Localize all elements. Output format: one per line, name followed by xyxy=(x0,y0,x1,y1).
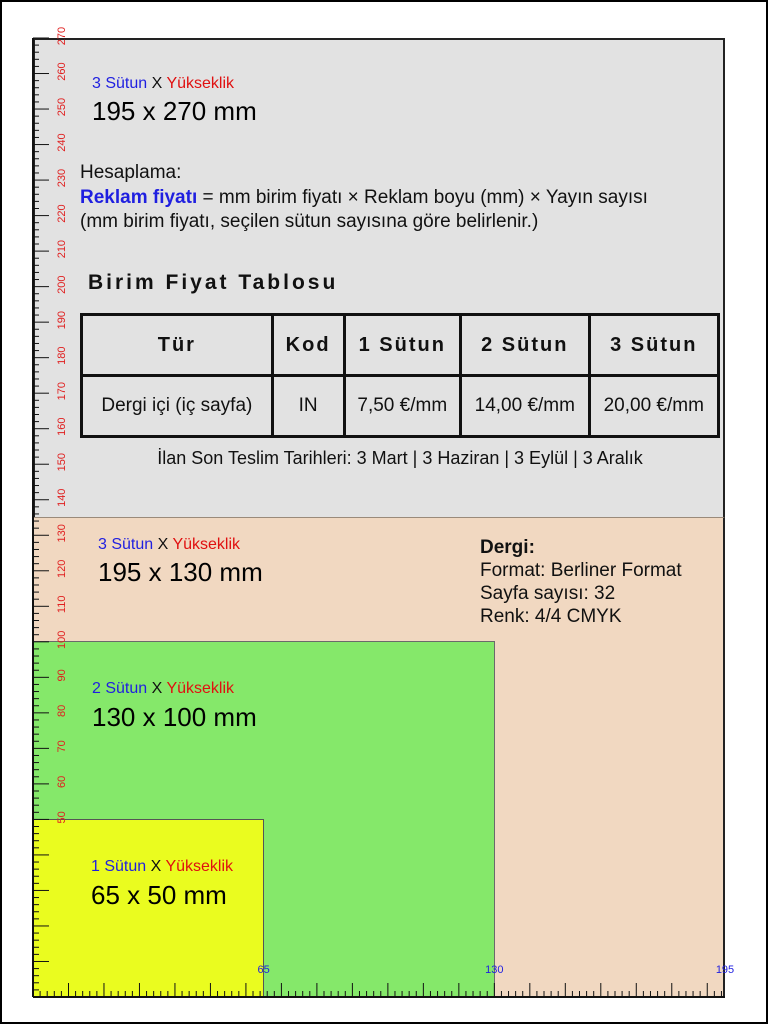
table-header: 1 Sütun xyxy=(344,315,461,376)
calc-formula-text: = mm birim fiyatı × Reklam boyu (mm) × Yayın sayısı xyxy=(197,187,648,208)
horizontal-tick-label: 195 xyxy=(715,964,735,976)
vertical-tick-label: 210 xyxy=(56,239,68,259)
horizontal-tick-label: 65 xyxy=(257,964,270,976)
magazine-color: Renk: 4/4 CMYK xyxy=(480,606,622,627)
times-sign: X xyxy=(150,858,162,875)
times-sign: X xyxy=(157,536,169,553)
height-label: Yükseklik xyxy=(166,680,235,697)
columns-label: 3 Sütun xyxy=(98,536,154,553)
vertical-tick-label: 90 xyxy=(56,669,68,682)
table-cell: Dergi içi (iç sayfa) xyxy=(82,376,273,437)
table-cell: 7,50 €/mm xyxy=(344,376,461,437)
times-sign: X xyxy=(151,680,163,697)
calc-heading: Hesaplama: xyxy=(80,162,182,183)
table-header: Tür xyxy=(82,315,273,376)
magazine-format: Format: Berliner Format xyxy=(480,560,682,581)
columns-label: 3 Sütun xyxy=(92,75,148,92)
vertical-tick-label: 50 xyxy=(56,811,68,824)
table-cell: 20,00 €/mm xyxy=(589,376,718,437)
vertical-tick-label: 220 xyxy=(56,204,68,223)
table-header: 2 Sütun xyxy=(461,315,589,376)
vertical-tick-label: 230 xyxy=(56,168,68,188)
vertical-tick-label: 170 xyxy=(56,382,68,401)
horizontal-tick-label: 130 xyxy=(485,964,504,976)
vertical-tick-label: 70 xyxy=(56,740,68,753)
magazine-heading: Dergi: xyxy=(480,537,535,558)
vertical-tick-label: 180 xyxy=(56,346,68,365)
price-table-title: Birim Fiyat Tablosu xyxy=(88,271,339,294)
height-label: Yükseklik xyxy=(172,536,241,553)
vertical-tick-label: 140 xyxy=(56,488,68,507)
table-cell: 14,00 €/mm xyxy=(461,376,589,437)
ad-size-130x100: 130 x 100 mm xyxy=(92,702,257,732)
table-header: Kod xyxy=(272,315,344,376)
vertical-tick-label: 160 xyxy=(56,417,68,436)
table-header: 3 Sütun xyxy=(589,315,718,376)
vertical-tick-label: 100 xyxy=(56,630,68,649)
calc-note: (mm birim fiyatı, seçilen sütun sayısına göre belirlenir.) xyxy=(80,211,539,232)
columns-label: 1 Sütun xyxy=(91,858,147,875)
vertical-tick-label: 190 xyxy=(56,310,68,330)
vertical-tick-label: 60 xyxy=(56,775,68,789)
vertical-tick-label: 240 xyxy=(56,133,68,152)
ad-size-65x50: 65 x 50 mm xyxy=(91,880,227,910)
ad-size-195x270: 195 x 270 mm xyxy=(92,96,257,126)
vertical-tick-label: 130 xyxy=(56,524,68,543)
vertical-tick-label: 150 xyxy=(56,453,68,472)
height-label: Yükseklik xyxy=(166,75,235,92)
magazine-pages: Sayfa sayısı: 32 xyxy=(480,583,616,604)
ad-size-195x130: 195 x 130 mm xyxy=(98,557,263,587)
height-label: Yükseklik xyxy=(165,858,234,875)
calc-term: Reklam fiyatı xyxy=(80,187,198,208)
times-sign: X xyxy=(151,75,163,92)
deadlines-text: İlan Son Teslim Tarihleri: 3 Mart | 3 Haziran | 3 Eylül | 3 Aralık xyxy=(157,448,643,468)
vertical-tick-label: 270 xyxy=(56,26,68,46)
vertical-tick-label: 200 xyxy=(56,275,68,294)
vertical-tick-label: 80 xyxy=(56,704,68,717)
vertical-tick-label: 120 xyxy=(56,559,68,578)
vertical-tick-label: 110 xyxy=(56,595,68,614)
vertical-tick-label: 260 xyxy=(56,62,68,81)
columns-label: 2 Sütun xyxy=(92,680,148,697)
vertical-tick-label: 250 xyxy=(56,97,68,117)
table-cell: IN xyxy=(272,376,344,437)
